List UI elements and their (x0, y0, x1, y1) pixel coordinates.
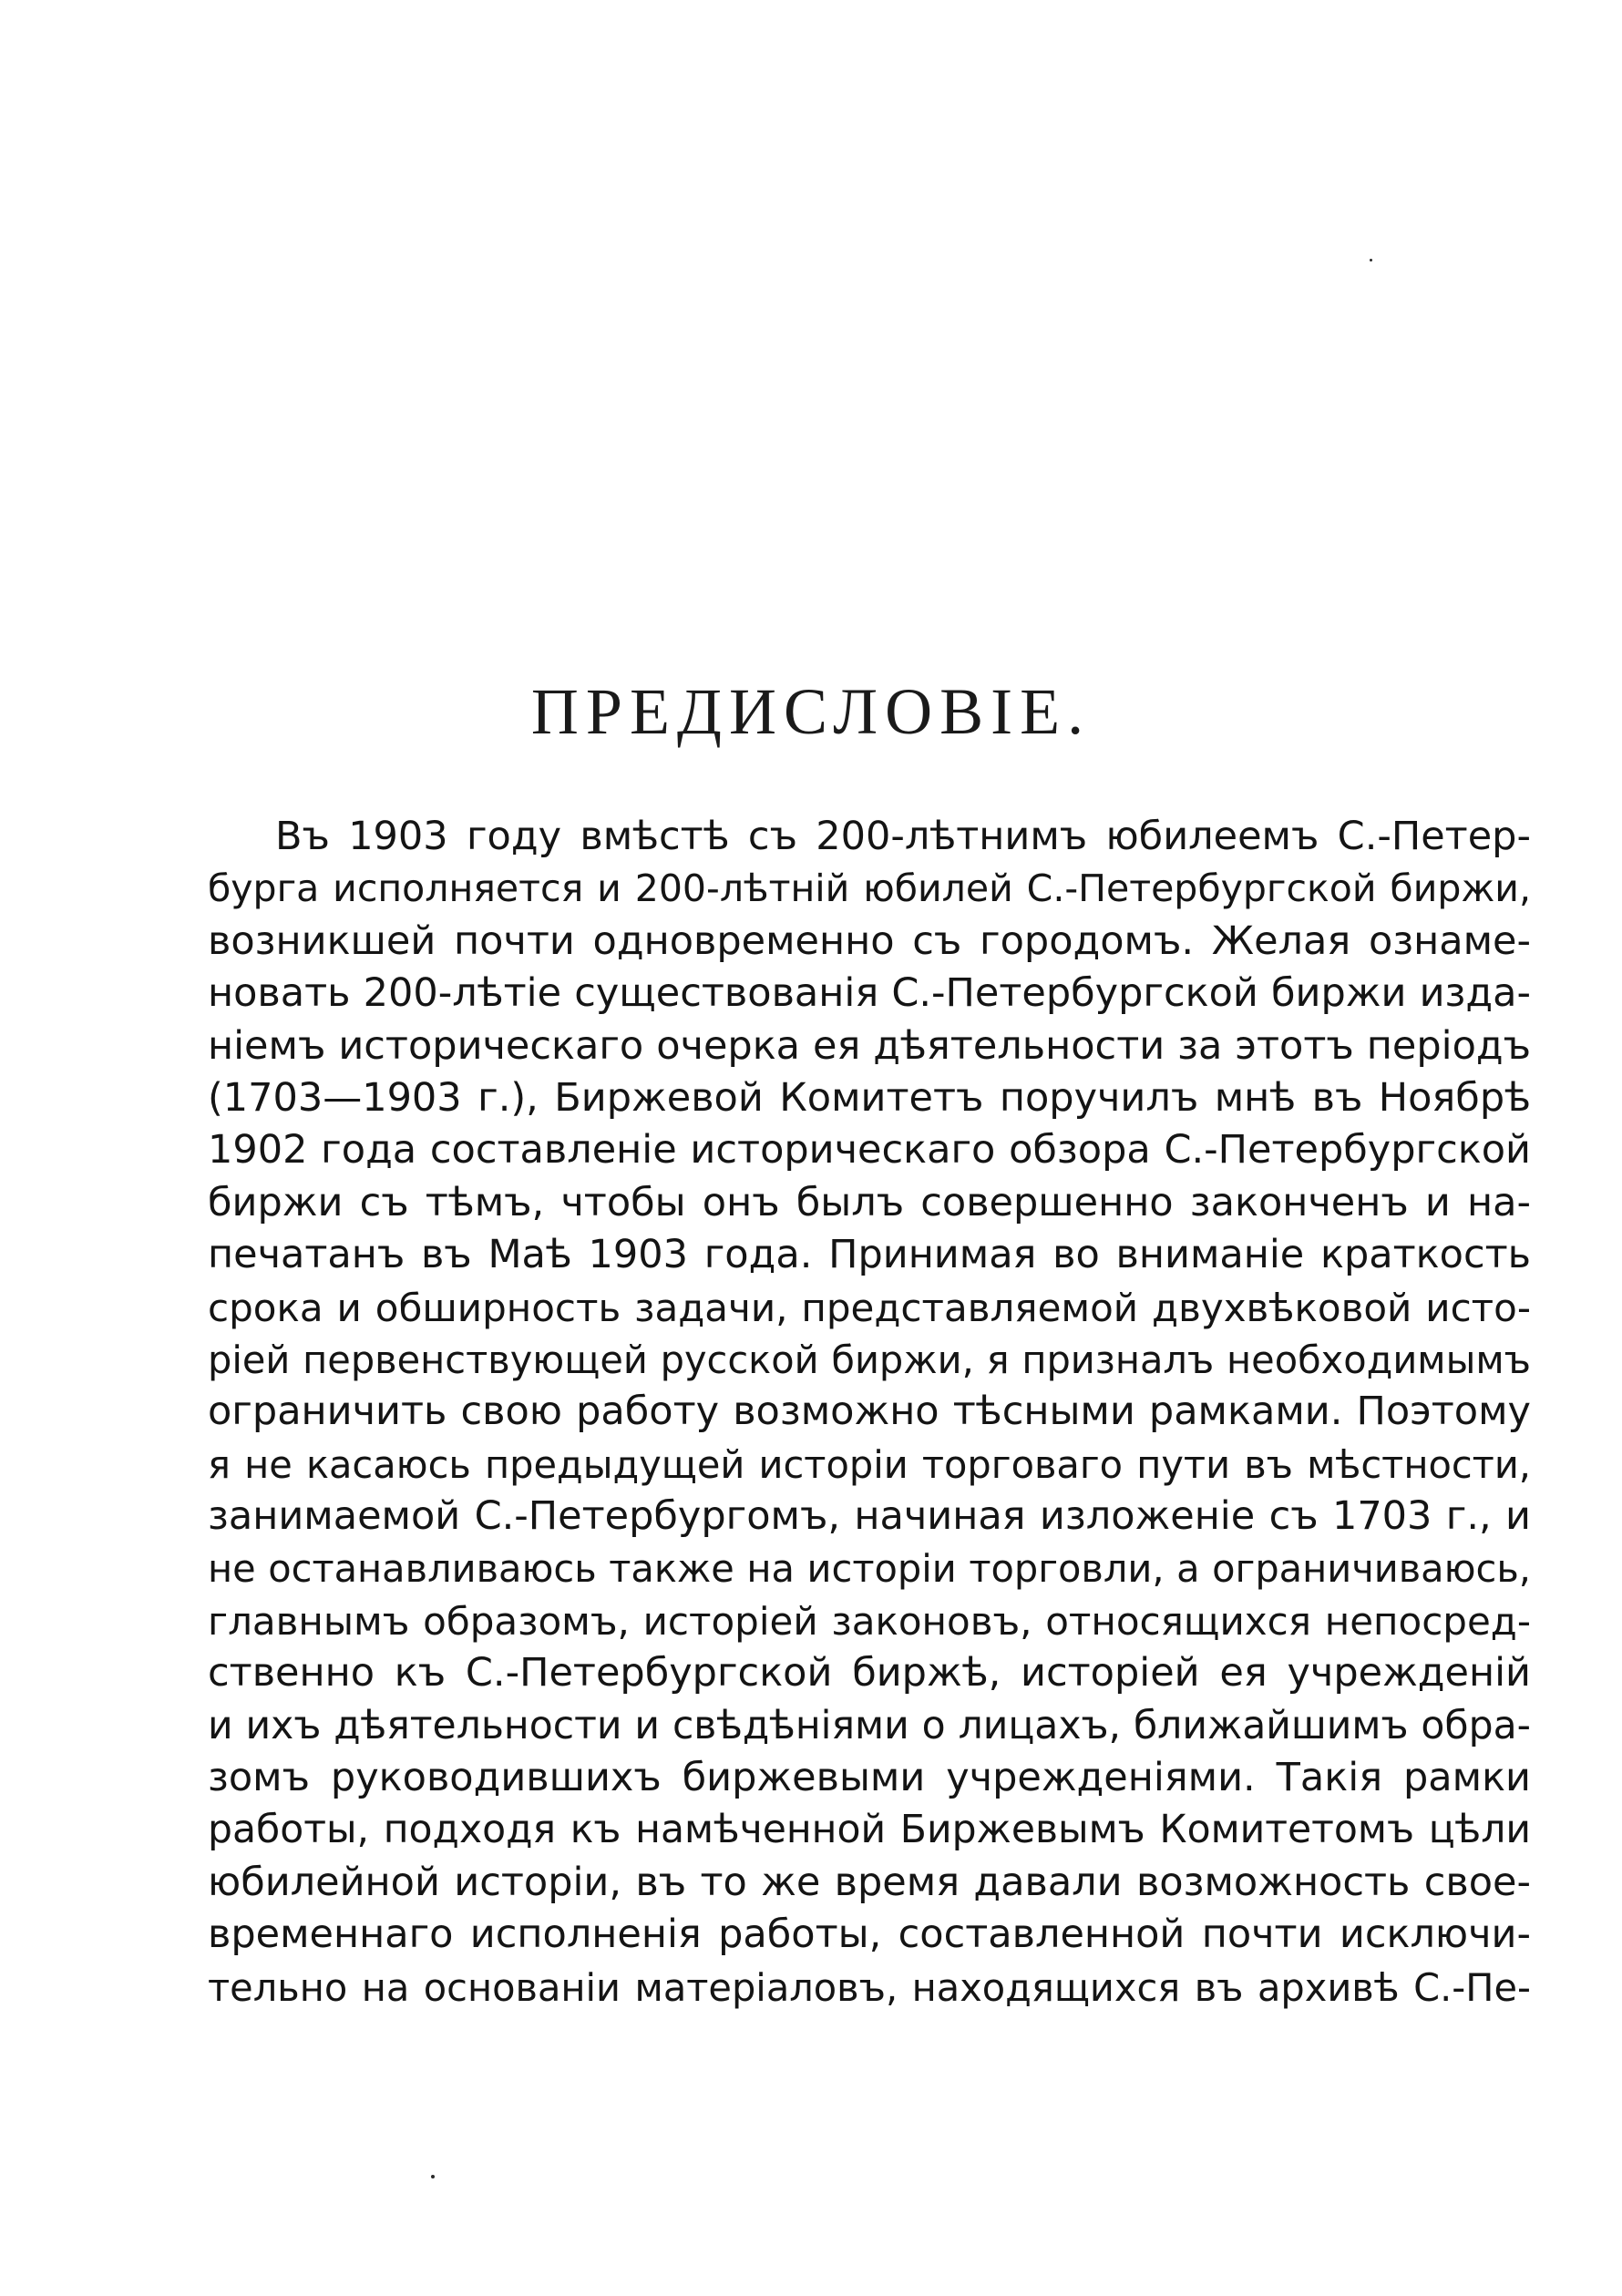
text-line: временнаго исполненія работы, составленной почти исключи- (208, 1912, 1531, 1958)
text-line: не останавливаюсь также на исторіи торговли, а ограничиваюсь, (208, 1546, 1531, 1592)
text-line: тельно на основаніи матеріаловъ, находящихся въ архивѣ С.-Пе- (208, 1964, 1531, 2010)
text-line: работы, подходя къ намѣченной Биржевымъ Комитетомъ цѣли (208, 1808, 1531, 1853)
text-line: 1902 года составленіе историческаго обзора С.-Петербургской (208, 1127, 1531, 1174)
text-line: срока и обширность задачи, представляемой двухвѣковой исто- (208, 1285, 1531, 1330)
page-title: ПРЕДИСЛОВІЕ. (530, 675, 1092, 748)
text-line: ріей первенствующей русской биржи, я призналъ необходимымъ (208, 1337, 1531, 1382)
text-line: юбилейной исторіи, въ то же время давали возможность свое- (208, 1859, 1531, 1905)
text-line: ограничить свою работу возможно тѣсными рамками. Поэтому (208, 1389, 1531, 1435)
text-line: биржи съ тѣмъ, чтобы онъ былъ совершенно законченъ и на- (208, 1179, 1531, 1225)
text-line: зомъ руководившихъ биржевыми учрежденіями. Такія рамки (208, 1755, 1531, 1801)
text-line: бурга исполняется и 200-лѣтній юбилей С.-Петербургской биржи, (208, 866, 1531, 911)
scan-speck (431, 2175, 435, 2178)
text-line: занимаемой С.-Петербургомъ, начиная изложеніе съ 1703 г., и (208, 1493, 1531, 1540)
text-line: печатанъ въ Маѣ 1903 года. Принимая во вниманіе краткость (208, 1232, 1531, 1278)
text-line: я не касаюсь предыдущей исторіи торговаго пути въ мѣстности, (208, 1441, 1531, 1487)
scan-speck (1370, 259, 1372, 261)
text-line: (1703—1903 г.), Биржевой Комитетъ поручилъ мнѣ въ Ноябрѣ (208, 1074, 1531, 1121)
text-line: ніемъ историческаго очерка ея дѣятельности за этотъ періодъ (208, 1022, 1531, 1069)
text-line: возникшей почти одновременно съ городомъ. Желая ознаме- (208, 917, 1531, 964)
text-line: Въ 1903 году вмѣстѣ съ 200-лѣтнимъ юбилеемъ С.-Петер- (275, 814, 1531, 859)
text-line: ственно къ С.-Петербургской биржѣ, исторіей ея учрежденій (208, 1650, 1531, 1696)
preface-paragraph (208, 811, 1531, 2014)
text-line: и ихъ дѣятельности и свѣдѣніями о лицахъ, ближайшимъ обра- (208, 1703, 1531, 1748)
text-line: главнымъ образомъ, исторіей законовъ, относящихся непосред- (208, 1598, 1531, 1644)
text-line: новать 200-лѣтіе существованія С.-Петербургской биржи изда- (208, 970, 1531, 1017)
